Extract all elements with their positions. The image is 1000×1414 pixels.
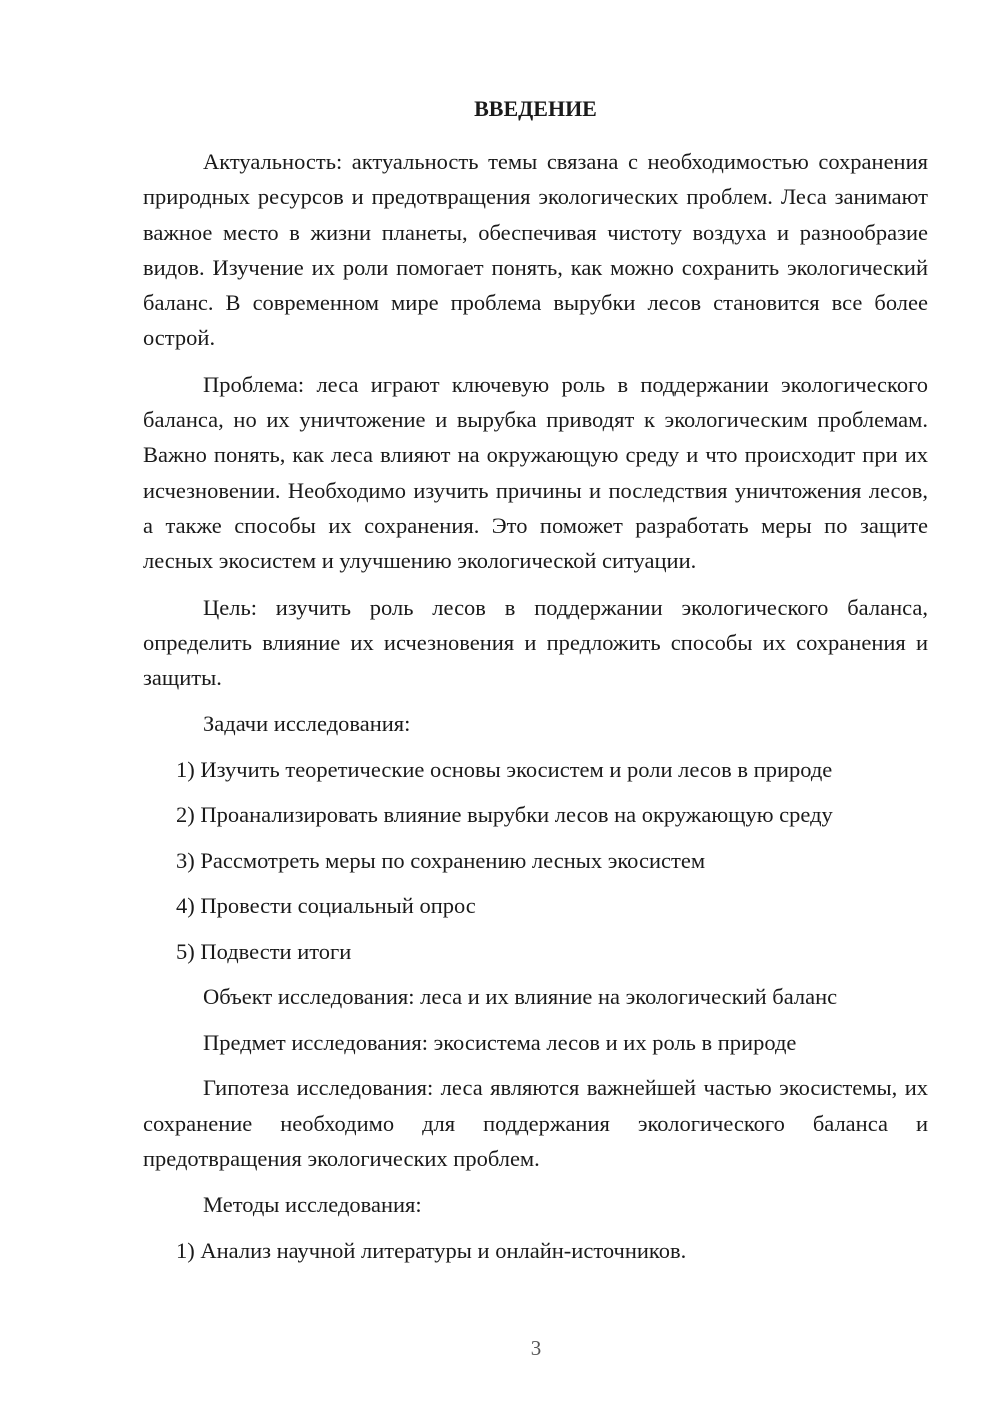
task-item: 2) Проанализировать влияние вырубки лесов на окружающую среду	[176, 802, 833, 828]
goal-paragraph: Цель: изучить роль лесов в поддержании экологического баланса, определить влияние их исчезновения и предложить способы их сохранения и защиты.	[143, 594, 928, 691]
document-page	[143, 92, 928, 1278]
page-title: ВВЕДЕНИЕ	[474, 96, 597, 121]
methods-label: Методы исследования:	[203, 1192, 422, 1218]
relevance-paragraph: Актуальность: актуальность темы связана с необходимостью сохранения природных ресурсов и предотвращения экологических проблем. Леса занимают важное место в жизни планеты, обеспечивая чистоту воздуха и разнообразие видов. Изучение их роли помогает понять, как можно сохранить экологический баланс. В современном мире проблема вырубки лесов становится все более острой.	[143, 149, 928, 351]
page-number: 3	[530, 1336, 542, 1360]
hypothesis-paragraph: Гипотеза исследования: леса являются важнейшей частью экосистемы, их сохранение необходимо для поддержания экологического баланса и предотвращения экологических проблем.	[143, 1075, 928, 1172]
task-item: 4) Провести социальный опрос	[176, 893, 476, 919]
task-item: 3) Рассмотреть меры по сохранению лесных экосистем	[176, 847, 706, 873]
task-item: 5) Подвести итоги	[176, 938, 352, 964]
tasks-label: Задачи исследования:	[203, 711, 411, 737]
research-subject: Предмет исследования: экосистема лесов и их роль в природе	[203, 1029, 797, 1055]
method-item: 1) Анализ научной литературы и онлайн-источников.	[176, 1237, 687, 1263]
problem-paragraph: Проблема: леса играют ключевую роль в поддержании экологического баланса, но их уничтожение и вырубка приводят к экологическим проблемам. Важно понять, как леса влияют на окружающую среду и что происходит при их исчезновении. Необходимо изучить причины и последствия уничтожения лесов, а также способы их сохранения. Это поможет разработать меры по защите лесных экосистем и улучшению экологической ситуации.	[143, 371, 928, 574]
research-object: Объект исследования: леса и их влияние на экологический баланс	[203, 984, 838, 1010]
task-item: 1) Изучить теоретические основы экосистем и роли лесов в природе	[176, 756, 833, 782]
